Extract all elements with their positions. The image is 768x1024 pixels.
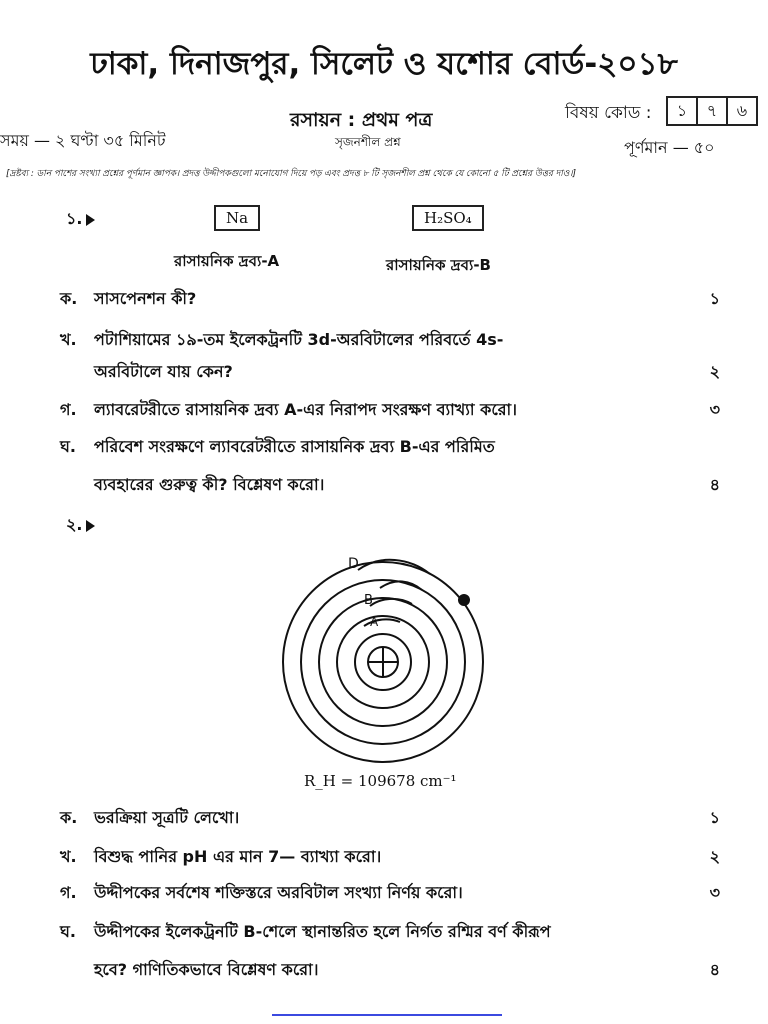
item-mark: ৪ <box>709 475 720 494</box>
full-marks: পূর্ণমান — ৫০ <box>624 138 715 157</box>
item-text: অরবিটালে যায় কেন? <box>94 362 233 381</box>
chemical-b-label: রাসায়নিক দ্রব্য-B <box>386 256 491 274</box>
item-mark: ২ <box>709 362 720 381</box>
subject-code-digit: ১ <box>666 96 698 126</box>
item-text: ভরক্রিয়া সূত্রটি লেখো। <box>94 808 240 827</box>
item-mark: ৪ <box>709 960 720 979</box>
item-letter: গ. <box>60 883 77 902</box>
q1-item-gha <box>60 437 720 457</box>
q2-item-kha <box>60 847 720 867</box>
instructions-note: [দ্রষ্টব্য : ডান পাশের সংখ্যা প্রশ্নের পূর্ণমান জ্ঞাপক। প্রদত্ত উদ্দীপকগুলো মনোযোগ দিয়ে পড় এবং প্রদত্ত ৮ টি সৃজনশীল প্রশ্ন থেকে যে কোনো ৫ টি প্রশ্নের উত্তর দাও।] <box>6 169 576 179</box>
item-letter: গ. <box>60 400 77 419</box>
chemical-b-box: H₂SO₄ <box>412 205 484 231</box>
item-text: সাসপেনশন কী? <box>94 289 197 308</box>
item-letter: ঘ. <box>60 922 76 941</box>
q2-item-gha-cont <box>60 960 720 980</box>
item-text: উদ্দীপকের ইলেকট্রনটি B-শেলে স্থানান্তরিত হলে নির্গত রশ্মির বর্ণ কীরূপ <box>94 922 551 941</box>
item-text: উদ্দীপকের সর্বশেষ শক্তিস্তরে অরবিটাল সংখ্যা নির্ণয় করো। <box>94 883 463 902</box>
question-type: সৃজনশীল প্রশ্ন <box>335 135 401 149</box>
arrow-icon <box>86 520 95 532</box>
item-mark: ৩ <box>709 883 720 902</box>
item-text: ল্যাবরেটরীতে রাসায়নিক দ্রব্য A-এর নিরাপদ সংরক্ষণ ব্যাখ্যা করো। <box>94 400 517 419</box>
q1-item-ka <box>60 289 720 309</box>
bohr-atom-diagram <box>280 548 500 770</box>
q1-item-kha <box>60 330 720 350</box>
item-letter: ক. <box>60 289 78 308</box>
item-letter: ক. <box>60 808 78 827</box>
q2-item-ga <box>60 883 720 903</box>
rydberg-constant: R_H = 109678 cm⁻¹ <box>304 772 457 790</box>
item-letter: ঘ. <box>60 437 76 456</box>
item-mark: ৩ <box>709 400 720 419</box>
subject-code-box <box>668 96 758 126</box>
time-limit: সময় — ২ ঘণ্টা ৩৫ মিনিট <box>0 131 166 150</box>
q1-item-kha-cont <box>60 362 720 382</box>
q1-item-ga <box>60 400 720 420</box>
arrow-icon <box>86 214 95 226</box>
chemical-a-box: Na <box>214 205 260 231</box>
item-letter: খ. <box>60 847 77 866</box>
subject-code-label: বিষয় কোড : <box>565 103 652 123</box>
item-text: হবে? গাণিতিকভাবে বিশ্লেষণ করো। <box>94 960 319 979</box>
item-text: পটাশিয়ামের ১৯-তম ইলেকট্রনটি 3d-অরবিটালের পরিবর্তে 4s- <box>94 330 504 349</box>
bottom-divider <box>272 1014 502 1016</box>
item-text: বিশুদ্ধ পানির pH এর মান 7— ব্যাখ্যা করো। <box>94 847 382 866</box>
item-mark: ১ <box>709 808 720 827</box>
q2-item-ka <box>60 808 720 828</box>
question-2-number <box>66 512 95 539</box>
question-number: ২. <box>66 515 83 534</box>
item-text: পরিবেশ সংরক্ষণে ল্যাবরেটরীতে রাসায়নিক দ্রব্য B-এর পরিমিত <box>94 437 495 456</box>
item-mark: ১ <box>709 289 720 308</box>
q2-item-gha <box>60 922 720 942</box>
item-mark: ২ <box>709 847 720 866</box>
shell-label-b: B <box>364 593 373 608</box>
subject-title: রসায়ন : প্রথম পত্র <box>290 109 433 131</box>
item-text: ব্যবহারের গুরুত্ব কী? বিশ্লেষণ করো। <box>94 475 325 494</box>
shell-label-d: D <box>348 556 359 572</box>
subject-code-digit: ৭ <box>696 96 728 126</box>
chemical-a-label: রাসায়নিক দ্রব্য-A <box>174 252 280 270</box>
question-1-number <box>66 206 95 233</box>
subject-code-digit: ৬ <box>726 96 758 126</box>
electron-dot <box>458 594 470 606</box>
item-letter: খ. <box>60 330 77 349</box>
question-number: ১. <box>66 209 83 228</box>
q1-item-gha-cont <box>60 475 720 495</box>
shell-label-a: A <box>370 615 379 629</box>
board-title: ঢাকা, দিনাজপুর, সিলেট ও যশোর বোর্ড-২০১৮ <box>90 46 678 82</box>
